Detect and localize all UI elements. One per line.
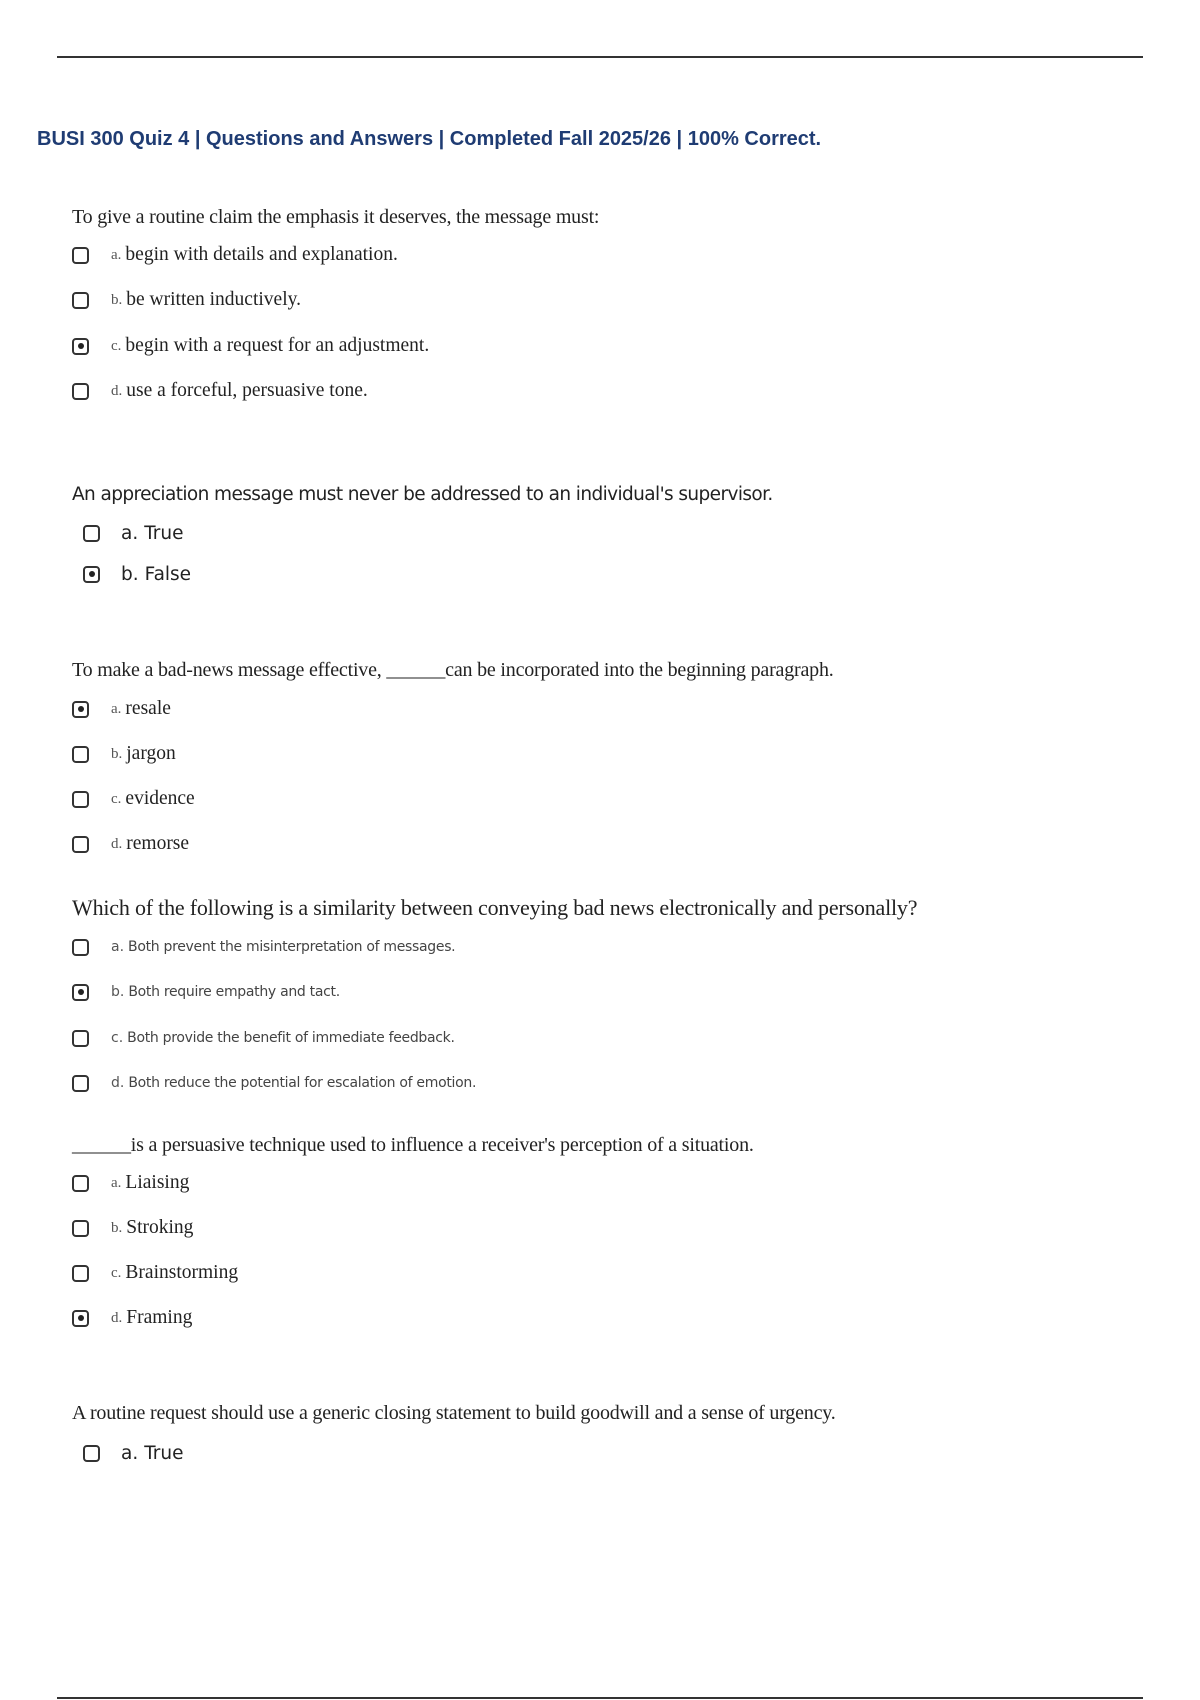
answer-option[interactable]	[72, 1170, 189, 1196]
option-label: be written inductively.	[126, 289, 301, 310]
option-label: False	[144, 563, 192, 585]
question-block	[72, 1134, 754, 1157]
radio-button[interactable]	[72, 1265, 89, 1282]
option-letter: a.	[111, 700, 122, 717]
radio-button[interactable]	[72, 292, 89, 309]
option-label: True	[144, 1442, 184, 1464]
radio-button[interactable]	[83, 1445, 100, 1462]
answer-option[interactable]	[72, 934, 455, 960]
radio-button[interactable]	[72, 984, 89, 1001]
option-letter: d.	[111, 1309, 123, 1326]
option-label: Framing	[126, 1307, 193, 1328]
option-letter: d.	[111, 835, 123, 852]
option-letter: a.	[111, 939, 125, 955]
radio-button[interactable]	[72, 1175, 89, 1192]
option-letter: a.	[121, 1442, 139, 1464]
option-letter: b.	[111, 1219, 123, 1236]
option-letter: a.	[111, 1174, 122, 1191]
option-letter: b.	[111, 984, 125, 1000]
option-label: Both reduce the potential for escalation of emotion.	[128, 1075, 477, 1091]
radio-button[interactable]	[72, 383, 89, 400]
option-label: jargon	[126, 743, 176, 764]
answer-option[interactable]	[72, 979, 340, 1005]
option-letter: c.	[111, 337, 122, 354]
option-letter: d.	[111, 382, 123, 399]
question-block	[72, 895, 917, 921]
option-label: begin with a request for an adjustment.	[125, 335, 430, 356]
option-letter: a.	[111, 246, 122, 263]
answer-option[interactable]	[83, 1440, 184, 1466]
option-label: Both prevent the misinterpretation of messages.	[128, 939, 456, 955]
radio-button[interactable]	[72, 1030, 89, 1047]
document-title: BUSI 300 Quiz 4 | Questions and Answers | Completed Fall 2025/26 | 100% Correct.	[37, 128, 822, 150]
question-block	[72, 1402, 836, 1425]
option-letter: d.	[111, 1075, 125, 1091]
top-divider	[57, 56, 1143, 58]
radio-button[interactable]	[72, 836, 89, 853]
question-text: To make a bad-news message effective, ______can be incorporated into the beginning paragraph.	[72, 659, 834, 681]
option-label: use a forceful, persuasive tone.	[126, 380, 368, 401]
option-label: remorse	[126, 833, 190, 854]
option-letter: b.	[111, 291, 123, 308]
answer-option[interactable]	[72, 741, 176, 767]
answer-option[interactable]	[72, 287, 301, 313]
radio-button[interactable]	[72, 1310, 89, 1327]
answer-option[interactable]	[72, 333, 429, 359]
answer-option[interactable]	[72, 1025, 455, 1051]
radio-button[interactable]	[72, 701, 89, 718]
answer-option[interactable]	[72, 1260, 238, 1286]
option-label: Both provide the benefit of immediate feedback.	[127, 1030, 455, 1046]
radio-button[interactable]	[83, 566, 100, 583]
question-text: ______is a persuasive technique used to influence a receiver's perception of a situation.	[72, 1134, 754, 1156]
question-text: To give a routine claim the emphasis it deserves, the message must:	[72, 206, 600, 228]
option-label: evidence	[125, 788, 195, 809]
question-block	[72, 484, 773, 505]
question-text: A routine request should use a generic closing statement to build goodwill and a sense of urgency.	[72, 1402, 836, 1424]
answer-option[interactable]	[83, 520, 184, 546]
option-label: resale	[125, 698, 171, 719]
radio-button[interactable]	[83, 525, 100, 542]
option-label: True	[144, 522, 184, 544]
question-text: Which of the following is a similarity between conveying bad news electronically and personally?	[72, 895, 918, 920]
option-label: begin with details and explanation.	[125, 244, 398, 265]
radio-button[interactable]	[72, 791, 89, 808]
question-block	[72, 206, 599, 229]
answer-option[interactable]	[72, 1305, 192, 1331]
option-label: Both require empathy and tact.	[128, 984, 340, 1000]
question-block	[72, 659, 834, 682]
radio-button[interactable]	[72, 247, 89, 264]
radio-button[interactable]	[72, 338, 89, 355]
answer-option[interactable]	[72, 696, 171, 722]
radio-button[interactable]	[72, 1075, 89, 1092]
option-letter: a.	[121, 522, 139, 544]
radio-button[interactable]	[72, 939, 89, 956]
answer-option[interactable]	[72, 378, 368, 404]
radio-button[interactable]	[72, 746, 89, 763]
answer-option[interactable]	[72, 831, 189, 857]
answer-option[interactable]	[72, 1070, 476, 1096]
option-letter: c.	[111, 1264, 122, 1281]
option-letter: b.	[111, 745, 123, 762]
option-label: Brainstorming	[125, 1262, 239, 1283]
answer-option[interactable]	[83, 561, 191, 587]
answer-option[interactable]	[72, 1215, 193, 1241]
bottom-divider	[57, 1697, 1143, 1699]
radio-button[interactable]	[72, 1220, 89, 1237]
option-label: Liaising	[125, 1172, 190, 1193]
answer-option[interactable]	[72, 242, 398, 268]
option-letter: c.	[111, 1030, 124, 1046]
answer-option[interactable]	[72, 786, 195, 812]
question-text: An appreciation message must never be addressed to an individual's supervisor.	[72, 484, 773, 505]
option-letter: c.	[111, 790, 122, 807]
option-letter: b.	[121, 563, 139, 585]
option-label: Stroking	[126, 1217, 194, 1238]
